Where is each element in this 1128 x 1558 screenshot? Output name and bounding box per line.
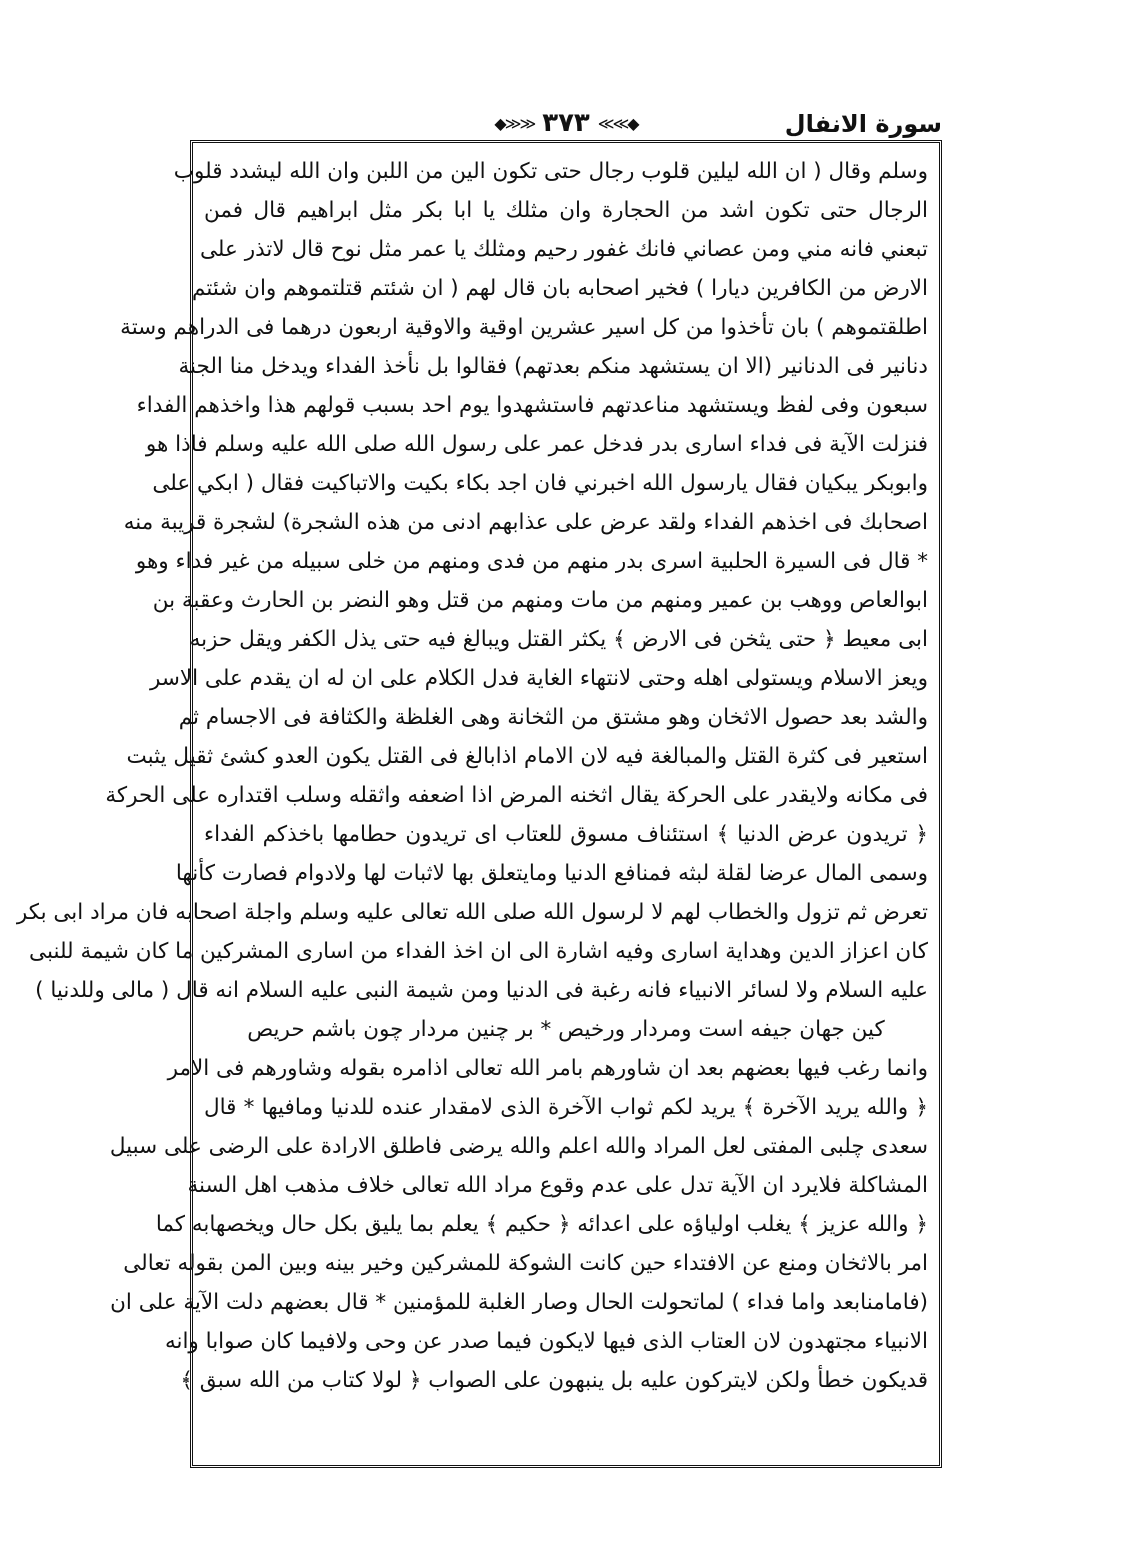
text-line: وابوبكر يبكيان فقال يارسول الله اخبرني فان اجد بكاء بكيت والاتباكيت فقال ( ابكي على <box>152 471 928 496</box>
text-line: (فامامنابعد واما فداء ) لماتحولت الحال وصار الغلبة للمؤمنين * قال بعضهم دلت الآية على ان <box>110 1290 928 1315</box>
page-number-group <box>494 108 637 138</box>
text-line: قديكون خطأ ولكن لايتركون عليه بل ينبهون على الصواب ﴿ لولا كتاب من الله سبق ﴾ <box>180 1368 928 1393</box>
text-line: ابوالعاص ووهب بن عمير ومنهم من مات ومنهم من قتل وهو النضر بن الحارث وعقبة بن <box>152 588 928 613</box>
ornament-left-icon: ◆≫≫ <box>494 113 535 133</box>
text-line: اصحابك فى اخذهم الفداء ولقد عرض على عذابهم ادنى من هذه الشجرة) لشجرة قريبة منه <box>123 510 928 535</box>
text-line: سبعون وفى لفظ ويستشهد مناعدتهم فاستشهدوا يوم احد بسبب قولهم هذا واخذهم الفداء <box>136 393 928 418</box>
text-line: تعرض ثم تزول والخطاب لهم لا لرسول الله صلى الله تعالى عليه وسلم واجلة اصحابه فان مراد ابى بكر <box>16 900 928 925</box>
surah-title: سورة الانفال <box>784 110 942 138</box>
text-line: وانما رغب فيها بعضهم بعد ان شاورهم بامر الله تعالى اذامره بقوله وشاورهم فى الامر <box>167 1056 928 1081</box>
text-line: امر بالاثخان ومنع عن الافتداء حين كانت الشوكة للمشركين وخير بينه وبين المن بقوله تعالى <box>123 1251 928 1276</box>
page-number: ٣٧٣ <box>542 108 590 138</box>
text-line: سعدى چلبى المفتى لعل المراد والله اعلم والله يرضى فاطلق الارادة على الرضى على سبيل <box>109 1134 928 1159</box>
body-text <box>16 152 928 1400</box>
text-line: استعير فى كثرة القتل والمبالغة فيه لان الامام اذابالغ فى القتل يكون العدو كشئ ثقيل يثبت <box>126 744 928 769</box>
text-line: * قال فى السيرة الحلبية اسرى بدر منهم من فدى ومنهم من خلى سبيله من غير فداء وهو <box>135 549 928 574</box>
page-header <box>190 108 942 140</box>
poem-line: كين جهان جيفه است ومردار ورخيص * بر چنين مردار چون باشم حريص <box>247 1017 885 1042</box>
text-line: كان اعزاز الدين وهداية اسارى وفيه اشارة الى ان اخذ الفداء من اسارى المشركين ما كان شيمة للنبى <box>29 939 928 964</box>
text-line: وسمى المال عرضا لقلة لبثه فمنافع الدنيا ومايتعلق بها لاثبات لها ولادوام فصارت كأنها <box>175 861 928 886</box>
text-line: الانبياء مجتهدون لان العتاب الذى فيها لايكون فيما صدر عن وحى ولافيما كان صوابا وانه <box>164 1329 928 1354</box>
text-line: الارض من الكافرين ديارا ) فخير اصحابه بان قال لهم ( ان شئتم قتلتموهم وان شئتم <box>192 276 928 301</box>
text-line: الرجال حتى تكون اشد من الحجارة وان مثلك يا ابا بكر مثل ابراهيم قال فمن <box>204 198 928 223</box>
text-line: دنانير فى الدنانير (الا ان يستشهد منكم بعدتهم) فقالوا بل نأخذ الفداء ويدخل منا الجنة <box>178 354 928 379</box>
text-line: اطلقتموهم ) بان تأخذوا من كل اسير عشرين اوقية والاوقية اربعون درهما فى الدراهم وستة <box>120 315 928 340</box>
text-line: فنزلت الآية فى فداء اسارى بدر فدخل عمر على رسول الله صلى الله عليه وسلم فاذا هو <box>145 432 928 457</box>
text-line: ﴿ تريدون عرض الدنيا ﴾ استئناف مسوق للعتاب اى تريدون حطامها باخذكم الفداء <box>204 822 928 847</box>
text-line: تبعني فانه مني ومن عصاني فانك غفور رحيم ومثلك يا عمر مثل نوح قال لاتذر على <box>200 237 928 262</box>
ornament-right-icon: ≪≪◆ <box>597 113 638 133</box>
text-line: والشد بعد حصول الاثخان وهو مشتق من الثخانة وهى الغلظة والكثافة فى الاجسام ثم <box>178 705 928 730</box>
text-line: المشاكلة فلايرد ان الآية تدل على عدم وقوع مراد الله تعالى خلاف مذهب اهل السنة <box>187 1173 928 1198</box>
text-line: ابى معيط ﴿ حتى يثخن فى الارض ﴾ يكثر القتل ويبالغ فيه حتى يذل الكفر ويقل حزبه <box>189 627 928 652</box>
text-line: ﴿ والله عزيز ﴾ يغلب اولياؤه على اعدائه ﴿ حكيم ﴾ يعلم بما يليق بكل حال ويخصهابه كما <box>155 1212 928 1237</box>
text-line: ﴿ والله يريد الآخرة ﴾ يريد لكم ثواب الآخرة الذى لامقدار عنده للدنيا ومافيها * قال <box>204 1095 928 1120</box>
text-line: ويعز الاسلام ويستولى اهله وحتى لانتهاء الغاية فدل الكلام على ان له ان يقدم على الاسر <box>149 666 928 691</box>
text-line: عليه السلام ولا لسائر الانبياء فانه رغبة فى الدنيا ومن شيمة النبى عليه السلام انه قال ( مالى وللدنيا ) <box>35 978 928 1003</box>
text-line: فى مكانه ولايقدر على الحركة يقال اثخنه المرض اذا اضعفه واثقله وسلب اقتداره على الحركة <box>105 783 928 808</box>
text-line: وسلم وقال ( ان الله ليلين قلوب رجال حتى تكون الين من اللبن وان الله ليشدد قلوب <box>173 159 928 184</box>
